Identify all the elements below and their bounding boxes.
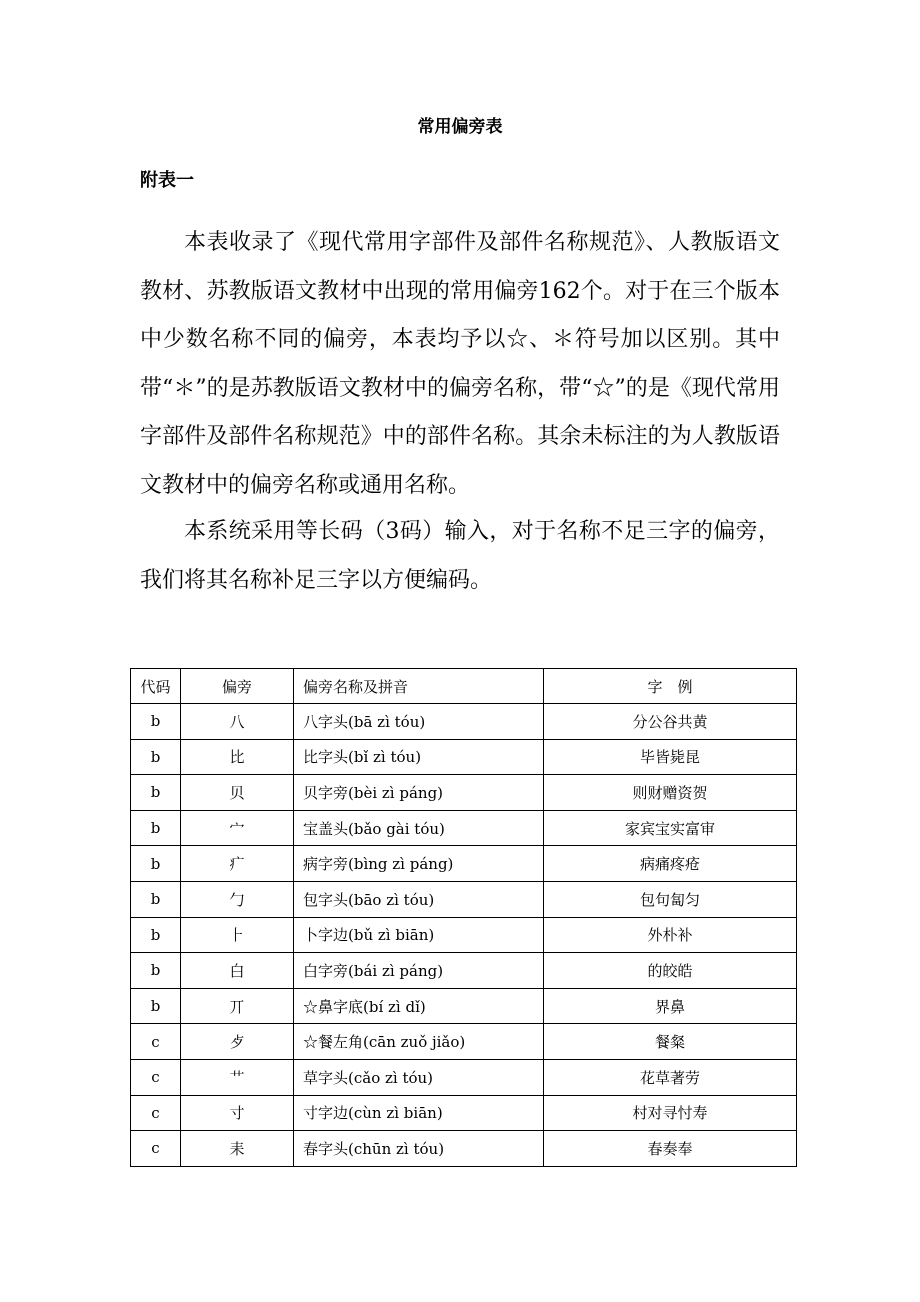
cell-code: b — [131, 739, 181, 775]
radical-table — [130, 668, 797, 1167]
cell-examples: 病痛疼疮 — [544, 846, 797, 882]
cell-examples: 村对寻忖寿 — [544, 1095, 797, 1131]
cell-name: 宝盖头(bǎo gài tóu) — [294, 810, 544, 846]
cell-name: ☆鼻字底(bí zì dǐ) — [294, 988, 544, 1024]
cell-name: 贝字旁(bèi zì páng) — [294, 775, 544, 811]
table-row — [131, 810, 797, 846]
cell-code: b — [131, 704, 181, 740]
section-heading: 附表一 — [140, 170, 194, 191]
intro-paragraph: 本表收录了《现代常用字部件及部件名称规范》、人教版语文教材、苏教版语文教材中出现的常用偏旁162个。对于在三个版本中少数名称不同的偏旁，本表均予以☆、＊符号加以区别。其中带“＊”的是苏教版语文教材中的偏旁名称，带“☆”的是《现代常用字部件及部件名称规范》中的部件名称。其余未标注的为人教版语文教材中的偏旁名称或通用名称。 — [140, 230, 780, 498]
header-examples: 字 例 — [544, 669, 797, 704]
cell-name: ☆餐左角(cān zuǒ jiǎo) — [294, 1024, 544, 1060]
table-row — [131, 704, 797, 740]
cell-code: b — [131, 810, 181, 846]
table-row — [131, 739, 797, 775]
cell-examples: 家宾宝实富审 — [544, 810, 797, 846]
cell-code: b — [131, 917, 181, 953]
cell-examples: 餐粲 — [544, 1024, 797, 1060]
cell-examples: 毕皆毙昆 — [544, 739, 797, 775]
cell-examples: 的皎皓 — [544, 953, 797, 989]
cell-radical: 疒 — [181, 846, 294, 882]
cell-code: b — [131, 881, 181, 917]
cell-examples: 外朴补 — [544, 917, 797, 953]
cell-radical: 八 — [181, 704, 294, 740]
table-row — [131, 1131, 797, 1167]
cell-code: c — [131, 1095, 181, 1131]
cell-radical: 白 — [181, 953, 294, 989]
cell-examples: 分公谷共黄 — [544, 704, 797, 740]
cell-radical: 寸 — [181, 1095, 294, 1131]
table-row — [131, 1024, 797, 1060]
encoding-paragraph: 本系统采用等长码（3码）输入，对于名称不足三字的偏旁，我们将其名称补足三字以方便编码。 — [140, 519, 780, 593]
cell-name: 八字头(bā zì tóu) — [294, 704, 544, 740]
table-row — [131, 846, 797, 882]
table-row — [131, 988, 797, 1024]
cell-radical: 耒 — [181, 1131, 294, 1167]
cell-code: b — [131, 775, 181, 811]
cell-radical: ⺊ — [181, 917, 294, 953]
table-row — [131, 881, 797, 917]
cell-code: b — [131, 953, 181, 989]
cell-code: c — [131, 1131, 181, 1167]
table-row — [131, 775, 797, 811]
cell-examples: 则财赠资贺 — [544, 775, 797, 811]
cell-code: c — [131, 1024, 181, 1060]
cell-radical: 丌 — [181, 988, 294, 1024]
cell-radical: 勹 — [181, 881, 294, 917]
cell-radical: 艹 — [181, 1059, 294, 1095]
header-radical: 偏旁 — [181, 669, 294, 704]
cell-name: 包字头(bāo zì tóu) — [294, 881, 544, 917]
cell-radical: 歺 — [181, 1024, 294, 1060]
cell-name: 卜字边(bǔ zì biān) — [294, 917, 544, 953]
cell-name: 白字旁(bái zì páng) — [294, 953, 544, 989]
cell-name: 春字头(chūn zì tóu) — [294, 1131, 544, 1167]
header-code: 代码 — [131, 669, 181, 704]
cell-code: b — [131, 846, 181, 882]
table-row — [131, 953, 797, 989]
cell-name: 病字旁(bìng zì páng) — [294, 846, 544, 882]
table-header-row — [131, 669, 797, 704]
cell-name: 寸字边(cùn zì biān) — [294, 1095, 544, 1131]
table-row — [131, 1059, 797, 1095]
cell-code: b — [131, 988, 181, 1024]
cell-radical: 比 — [181, 739, 294, 775]
header-name-pinyin: 偏旁名称及拼音 — [294, 669, 544, 704]
cell-radical: 宀 — [181, 810, 294, 846]
cell-examples: 包句匐匀 — [544, 881, 797, 917]
cell-examples: 花草著劳 — [544, 1059, 797, 1095]
table-row — [131, 1095, 797, 1131]
cell-examples: 界鼻 — [544, 988, 797, 1024]
page-title: 常用偏旁表 — [417, 117, 503, 137]
cell-name: 草字头(cǎo zì tóu) — [294, 1059, 544, 1095]
cell-radical: 贝 — [181, 775, 294, 811]
cell-name: 比字头(bǐ zì tóu) — [294, 739, 544, 775]
table-row — [131, 917, 797, 953]
cell-examples: 春奏奉 — [544, 1131, 797, 1167]
cell-code: c — [131, 1059, 181, 1095]
